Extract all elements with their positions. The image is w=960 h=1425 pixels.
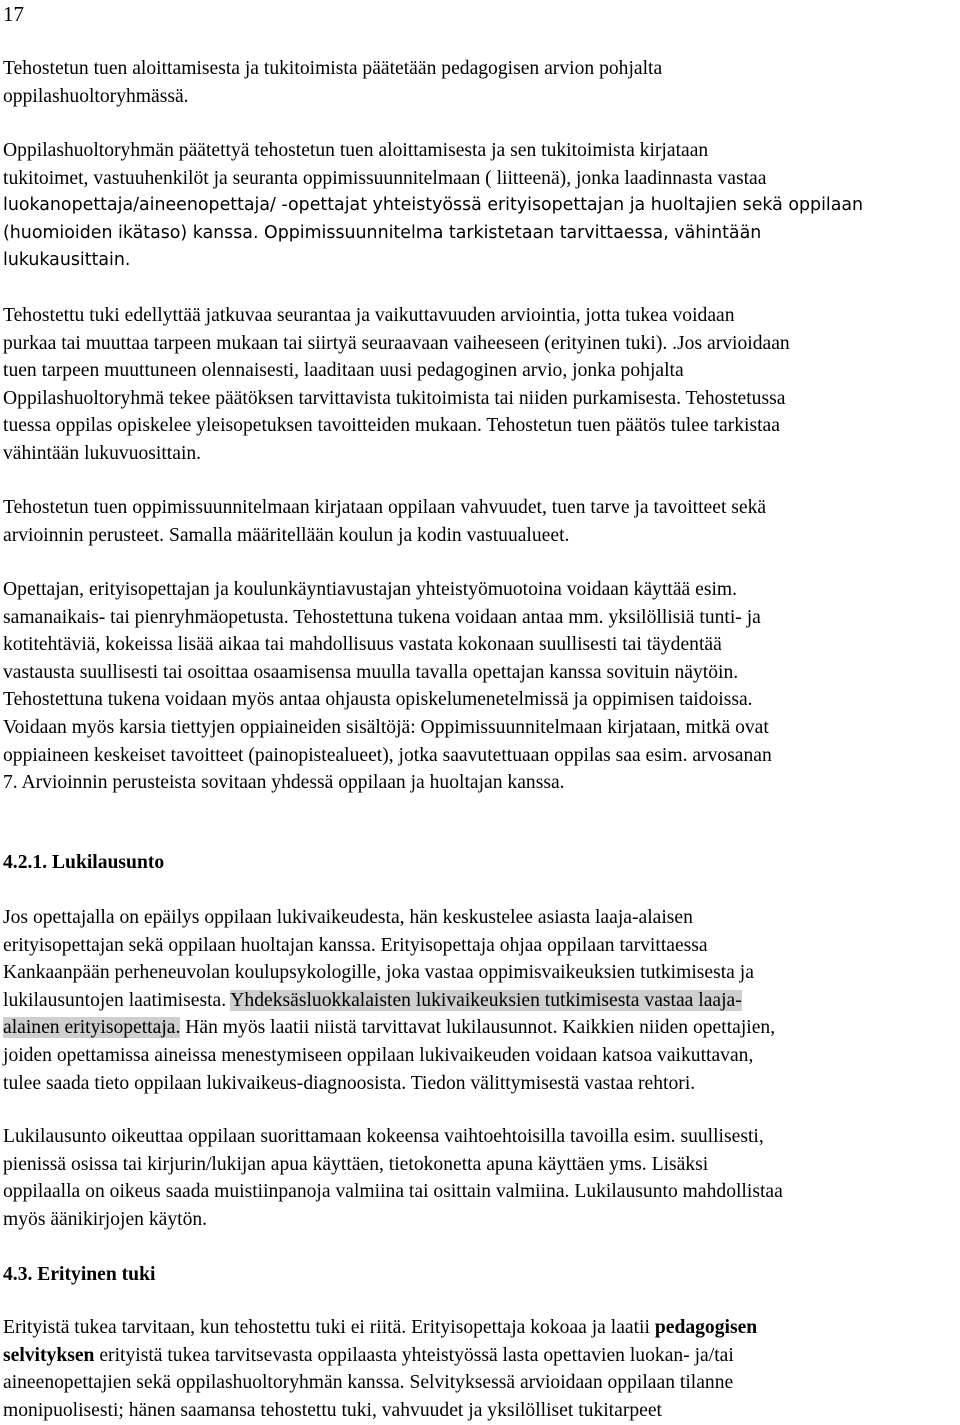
text-line: monipuolisesti; hänen saamansa tehostettu tuki, vahvuudet ja yksilölliset tukitarpeet (3, 1399, 662, 1421)
text-span: erityistä tukea tarvitsevasta oppilaasta yhteistyössä lasta opettavien luokan- ja/tai (94, 1344, 734, 1366)
text-line: Opettajan, erityisopettajan ja koulunkäyntiavustajan yhteistyömuotoina voidaan käyttää esim. (3, 579, 738, 600)
text-line: Kankaanpään perheneuvolan koulupsykologille, joka vastaa oppimisvaikeuksien tutkimisesta ja (3, 962, 754, 984)
text-line (3, 987, 775, 1015)
text-line (3, 1014, 775, 1042)
text-line: Oppilashuoltoryhmä tekee päätöksen tarvittavista tukitoimista tai niiden purkamisesta. Tehostetussa (3, 387, 786, 409)
paragraph-2 (3, 137, 863, 275)
text-span: lukilausuntojen laatimisesta. (3, 989, 231, 1011)
text-line: 7. Arvioinnin perusteista sovitaan yhdessä oppilaan ja huoltajan kanssa. (3, 772, 565, 794)
bold-term: pedagogisen (654, 1317, 758, 1338)
text-line: (huomioiden ikätaso) kanssa. Oppimissuunnitelma tarkistetaan tarvittaessa, vähintään (3, 222, 762, 243)
page-number: 17 (3, 2, 24, 26)
text-line: vastausta suullisesti tai osoittaa osaamisensa muulla tavalla opettajan kanssa sovituin näytöin. (3, 661, 739, 683)
section-heading-lukilausunto: 4.2.1. Lukilausunto (3, 852, 165, 873)
text-line: erityisopettajan sekä oppilaan huoltajan kanssa. Erityisopettaja ohjaa oppilaan tarvittaessa (3, 934, 708, 956)
text-line: joiden opettamissa aineissa menestymiseen oppilaan lukivaikeuden voidaan katsoa vaikuttavan, (3, 1044, 754, 1066)
text-line: oppilashuoltoryhmässä. (3, 85, 189, 107)
text-line: Tehostetun tuen oppimissuunnitelmaan kirjataan oppilaan vahvuudet, tuen tarve ja tavoitteet sekä (3, 497, 767, 518)
text-line: tukitoimet, vastuuhenkilöt ja seuranta oppimissuunnitelmaan ( liitteenä), jonka laadinnasta vastaa (3, 167, 767, 189)
text-line: tuessa oppilas opiskelee yleisopetuksen tavoitteiden mukaan. Tehostetun tuen päätös tulee tarkistaa (3, 415, 780, 437)
text-line: Oppilashuoltoryhmän päätettyä tehostetun tuen aloittamisesta ja sen tukitoimista kirjataan (3, 140, 709, 161)
text-line: Lukilausunto oikeuttaa oppilaan suorittamaan kokeensa vaihtoehtoisilla tavoilla esim. suullisesti, (3, 1126, 764, 1147)
text-span: Erityistä tukea tarvitaan, kun tehostettu tuki ei riitä. Erityisopettaja kokoaa ja laatii (3, 1317, 655, 1338)
paragraph-7 (3, 1123, 783, 1233)
text-line: kotitehtäviä, kokeissa lisää aikaa tai mahdollisuus vastata kokonaan suullisesti tai täydentää (3, 634, 722, 656)
paragraph-3 (3, 302, 790, 468)
text-line: aineenopettajien sekä oppilashuoltoryhmän kanssa. Selvityksessä arvioidaan oppilaan tilanne (3, 1372, 734, 1394)
text-line: Tehostettu tuki edellyttää jatkuvaa seurantaa ja vaikuttavuuden arviointia, jotta tukea voidaan (3, 305, 735, 326)
text-span: Hän myös laatii niistä tarvittavat lukilausunnot. Kaikkien niiden opettajien, (180, 1017, 776, 1039)
text-line: oppiaineen keskeiset tavoitteet (painopistealueet), jotka saavutettuaan oppilas saa esim. arvosanan (3, 744, 772, 766)
highlighted-text: Yhdeksäsluokkalaisten lukivaikeuksien tutkimisesta vastaa laaja- (230, 989, 742, 1011)
text-line: samanaikais- tai pienryhmäopetusta. Tehostettuna tukena voidaan antaa mm. yksilöllisiä tunti- ja (3, 606, 761, 628)
text-line: luokanopettaja/aineenopettaja/ -opettajat yhteistyössä erityisopettajan ja huoltajien sekä oppilaan (3, 195, 864, 216)
highlighted-text: alainen erityisopettaja. (3, 1017, 181, 1039)
text-line: vähintään lukuvuosittain. (3, 442, 202, 464)
paragraph-6 (3, 904, 775, 1097)
text-line (3, 1314, 757, 1342)
text-line: myös äänikirjojen käytön. (3, 1208, 208, 1230)
text-line: Tehostettuna tukena voidaan myös antaa ohjausta opiskelumenetelmissä ja oppimisen taidoissa. (3, 689, 753, 711)
paragraph-4 (3, 494, 766, 549)
paragraph-8 (3, 1314, 757, 1424)
bold-term: selvityksen (3, 1344, 95, 1366)
text-line: oppilaalla on oikeus saada muistiinpanoja valmiina tai osittain valmiina. Lukilausunto mahdollistaa (3, 1181, 783, 1203)
text-line: Tehostetun tuen aloittamisesta ja tukitoimista päätetään pedagogisen arvion pohjalta (3, 58, 663, 79)
text-line: Jos opettajalla on epäilys oppilaan lukivaikeudesta, hän keskustelee asiasta laaja-alaisen (3, 907, 693, 928)
section-heading-erityinen-tuki: 4.3. Erityinen tuki (3, 1264, 156, 1285)
text-line (3, 1342, 757, 1370)
paragraph-5 (3, 576, 772, 797)
text-line: tuen tarpeen muuttuneen olennaisesti, laaditaan uusi pedagoginen arvio, jonka pohjalta (3, 360, 684, 382)
text-line: purkaa tai muuttaa tarpeen mukaan tai siirtyä seuraavaan vaiheeseen (erityinen tuki). .Jos arvioidaan (3, 332, 790, 354)
paragraph-1 (3, 55, 662, 110)
text-line: pienissä osissa tai kirjurin/lukijan apua käyttäen, tietokonetta apuna käyttäen yms. Lisäksi (3, 1153, 709, 1175)
text-line: arvioinnin perusteet. Samalla määritellään koulun ja kodin vastuualueet. (3, 524, 570, 546)
text-line: lukukausittain. (3, 250, 131, 271)
text-line: tulee saada tieto oppilaan lukivaikeus-diagnoosista. Tiedon välittymisestä vastaa rehtori. (3, 1072, 696, 1094)
text-line: Voidaan myös karsia tiettyjen oppiaineiden sisältöjä: Oppimissuunnitelmaan kirjataan, mitkä ovat (3, 716, 769, 738)
